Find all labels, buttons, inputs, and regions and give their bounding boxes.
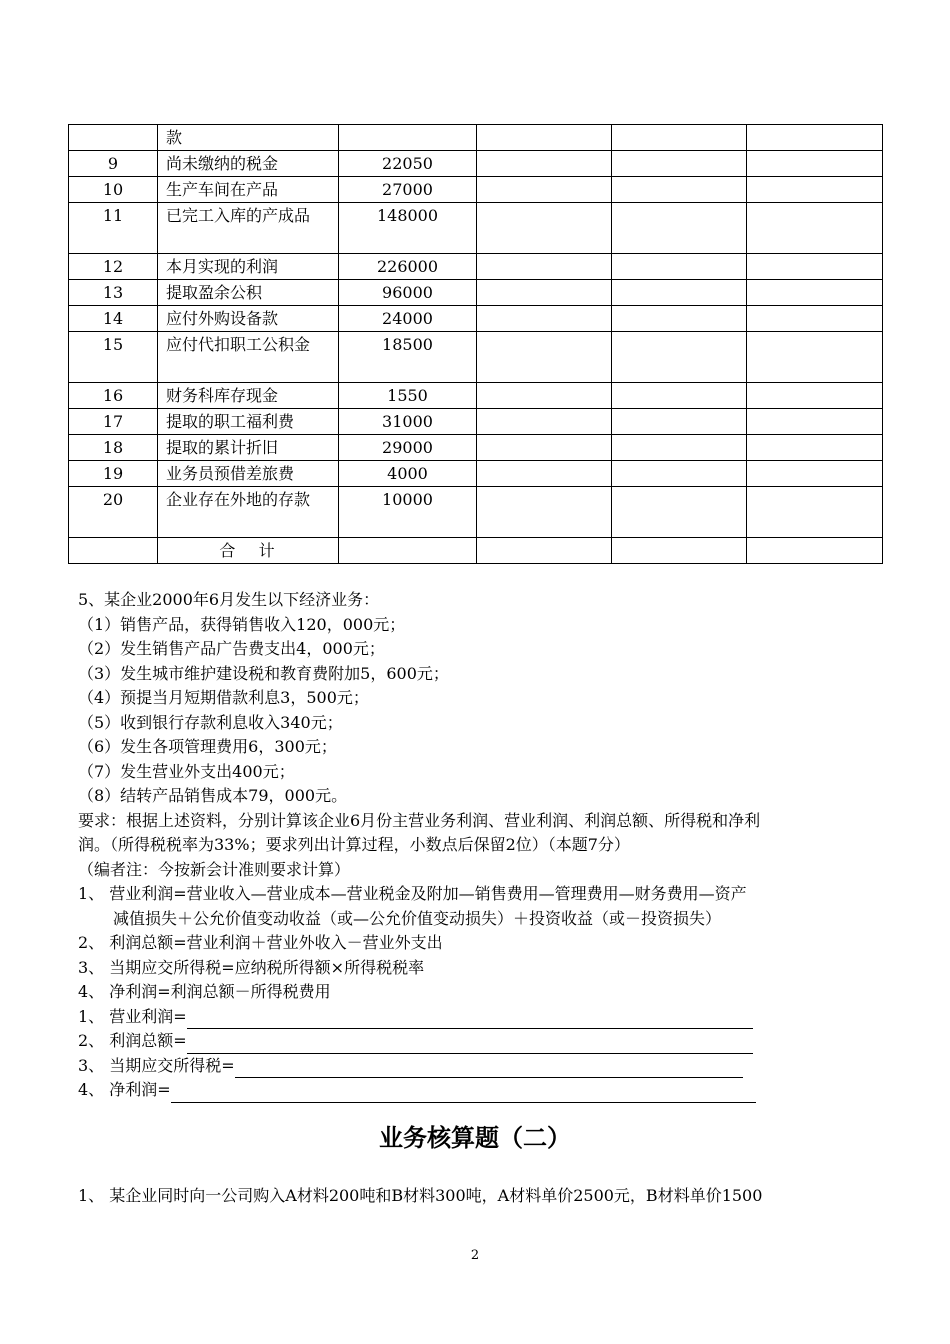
empty-cell[interactable] — [612, 409, 747, 435]
empty-cell[interactable] — [747, 177, 883, 203]
answer-blank[interactable] — [78, 1054, 878, 1079]
row-item: 款 — [158, 125, 339, 151]
row-item: 财务科库存现金 — [158, 383, 339, 409]
empty-cell[interactable] — [477, 203, 612, 254]
answer-label: 3、 当期应交所得税= — [78, 1055, 235, 1075]
row-number: 12 — [69, 254, 158, 280]
transaction-item: （7）发生营业外支出400元； — [78, 761, 295, 781]
empty-cell[interactable] — [747, 409, 883, 435]
row-item: 应付代扣职工公积金 — [158, 332, 339, 383]
row-item: 提取盈余公积 — [158, 280, 339, 306]
formula-line: 减值损失＋公允价值变动收益（或—公允价值变动损失）＋投资收益（或－投资损失） — [113, 908, 722, 928]
empty-cell[interactable] — [612, 461, 747, 487]
answer-blank[interactable] — [78, 1029, 878, 1054]
table-row — [69, 254, 883, 280]
answer-blank[interactable] — [78, 1005, 878, 1030]
empty-cell[interactable] — [747, 383, 883, 409]
table-row — [69, 306, 883, 332]
empty-cell[interactable] — [747, 254, 883, 280]
row-amount: 148000 — [339, 203, 477, 254]
empty-cell[interactable] — [477, 461, 612, 487]
table-row — [69, 383, 883, 409]
empty-cell[interactable] — [477, 538, 612, 564]
answer-label: 1、 营业利润= — [78, 1006, 187, 1026]
empty-cell[interactable] — [612, 383, 747, 409]
requirement-line: 润。（所得税税率为33%；要求列出计算过程，小数点后保留2位）（本题7分） — [78, 835, 630, 854]
transaction-item: （4）预提当月短期借款利息3，500元； — [78, 688, 369, 707]
answer-rule[interactable] — [235, 1059, 743, 1078]
row-number: 16 — [69, 383, 158, 409]
empty-cell[interactable] — [612, 332, 747, 383]
row-amount: 24000 — [339, 306, 477, 332]
transaction-item: （8）结转产品销售成本79，000元。 — [78, 786, 348, 805]
row-number: 20 — [69, 487, 158, 538]
empty-cell[interactable] — [612, 280, 747, 306]
total-label: 合 计 — [158, 538, 339, 564]
row-amount: 10000 — [339, 487, 477, 538]
answer-rule[interactable] — [187, 1035, 753, 1054]
row-number: 9 — [69, 151, 158, 177]
row-amount: 1550 — [339, 383, 477, 409]
empty-cell[interactable] — [477, 435, 612, 461]
transaction-item: （5）收到银行存款利息收入340元； — [78, 712, 343, 732]
row-item: 业务员预借差旅费 — [158, 461, 339, 487]
row-number: 15 — [69, 332, 158, 383]
empty-cell[interactable] — [747, 461, 883, 487]
next-problem-text: 1、 某企业同时向一公司购入A材料200吨和B材料300吨，A材料单价2500元，B材料单价1500 — [78, 1186, 763, 1205]
row-number: 18 — [69, 435, 158, 461]
empty-cell[interactable] — [477, 151, 612, 177]
row-number — [69, 125, 158, 151]
row-item: 应付外购设备款 — [158, 306, 339, 332]
row-amount: 31000 — [339, 409, 477, 435]
requirement-line: 要求：根据上述资料，分别计算该企业6月份主营业务利润、营业利润、利润总额、所得税和净利 — [78, 810, 761, 830]
row-amount — [339, 125, 477, 151]
empty-cell[interactable] — [612, 254, 747, 280]
problem-5 — [78, 588, 878, 1103]
row-number: 13 — [69, 280, 158, 306]
empty-cell[interactable] — [612, 435, 747, 461]
table-row — [69, 203, 883, 254]
empty-cell[interactable] — [747, 151, 883, 177]
section-title: 业务核算题（二） — [379, 1124, 571, 1152]
answer-label: 4、 净利润= — [78, 1080, 171, 1099]
empty-cell[interactable] — [747, 306, 883, 332]
empty-cell[interactable] — [747, 203, 883, 254]
empty-cell[interactable] — [477, 409, 612, 435]
row-number: 11 — [69, 203, 158, 254]
answer-label: 2、 利润总额= — [78, 1031, 187, 1050]
row-number: 10 — [69, 177, 158, 203]
empty-cell[interactable] — [612, 306, 747, 332]
answer-rule[interactable] — [171, 1084, 756, 1103]
table-row — [69, 332, 883, 383]
row-item: 本月实现的利润 — [158, 254, 339, 280]
empty-cell[interactable] — [747, 435, 883, 461]
formula-line: 1、 营业利润=营业收入—营业成本—营业税金及附加—销售费用—管理费用—财务费用—资产 — [78, 884, 747, 903]
empty-cell[interactable] — [612, 487, 747, 538]
empty-cell[interactable] — [747, 487, 883, 538]
editor-note: （编者注：今按新会计准则要求计算） — [78, 859, 351, 879]
account-table — [68, 124, 883, 564]
empty-cell[interactable] — [477, 487, 612, 538]
formula-line: 3、 当期应交所得税=应纳税所得额×所得税税率 — [78, 957, 425, 977]
total-row — [69, 538, 883, 564]
answer-blank[interactable] — [78, 1078, 878, 1103]
row-amount: 29000 — [339, 435, 477, 461]
empty-cell[interactable] — [612, 177, 747, 203]
transaction-item: （3）发生城市维护建设税和教育费附加5，600元； — [78, 663, 449, 683]
row-item: 已完工入库的产成品 — [158, 203, 339, 254]
empty-cell[interactable] — [477, 254, 612, 280]
account-table-body — [69, 125, 883, 564]
table-row — [69, 409, 883, 435]
empty-cell[interactable] — [612, 125, 747, 151]
empty-cell[interactable] — [612, 203, 747, 254]
row-amount: 18500 — [339, 332, 477, 383]
row-item: 提取的职工福利费 — [158, 409, 339, 435]
row-amount: 27000 — [339, 177, 477, 203]
row-item: 尚未缴纳的税金 — [158, 151, 339, 177]
problem-5-intro: 5、某企业2000年6月发生以下经济业务： — [78, 590, 380, 609]
next-problem — [78, 1184, 878, 1209]
empty-cell[interactable] — [477, 383, 612, 409]
answer-rule[interactable] — [187, 1010, 753, 1029]
empty-cell[interactable] — [612, 538, 747, 564]
row-amount: 226000 — [339, 254, 477, 280]
row-item: 生产车间在产品 — [158, 177, 339, 203]
formula-line: 2、 利润总额=营业利润＋营业外收入－营业外支出 — [78, 933, 443, 952]
table-row — [69, 177, 883, 203]
table-row — [69, 461, 883, 487]
empty-cell[interactable] — [339, 538, 477, 564]
empty-cell — [69, 538, 158, 564]
empty-cell[interactable] — [477, 280, 612, 306]
empty-cell[interactable] — [747, 280, 883, 306]
empty-cell[interactable] — [612, 151, 747, 177]
transaction-item: （6）发生各项管理费用6，300元； — [78, 737, 337, 756]
table-row — [69, 151, 883, 177]
row-amount: 22050 — [339, 151, 477, 177]
row-amount: 4000 — [339, 461, 477, 487]
transaction-item: （1）销售产品，获得销售收入120，000元； — [78, 614, 406, 634]
row-item: 企业存在外地的存款 — [158, 487, 339, 538]
empty-cell[interactable] — [747, 538, 883, 564]
row-number: 17 — [69, 409, 158, 435]
table-row — [69, 280, 883, 306]
transaction-item: （2）发生销售产品广告费支出4，000元； — [78, 639, 385, 658]
row-number: 14 — [69, 306, 158, 332]
row-number: 19 — [69, 461, 158, 487]
empty-cell[interactable] — [477, 125, 612, 151]
formula-line: 4、 净利润=利润总额－所得税费用 — [78, 982, 331, 1001]
row-amount: 96000 — [339, 280, 477, 306]
empty-cell[interactable] — [477, 177, 612, 203]
empty-cell[interactable] — [477, 306, 612, 332]
table-row — [69, 435, 883, 461]
empty-cell[interactable] — [477, 332, 612, 383]
empty-cell[interactable] — [747, 125, 883, 151]
empty-cell[interactable] — [747, 332, 883, 383]
table-row — [69, 125, 883, 151]
page-number: 2 — [470, 1248, 480, 1263]
row-item: 提取的累计折旧 — [158, 435, 339, 461]
table-row — [69, 487, 883, 538]
